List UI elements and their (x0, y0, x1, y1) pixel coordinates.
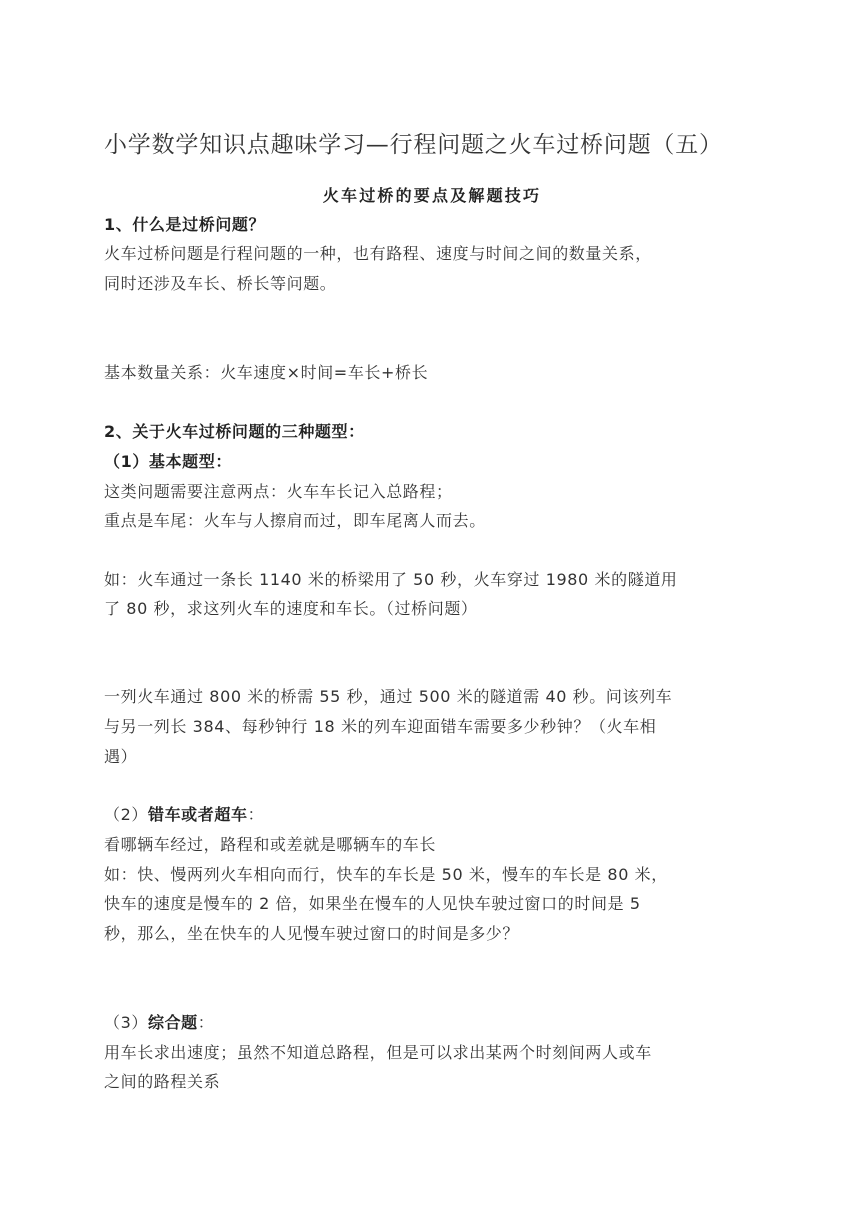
type2-heading-prefix: （2） (104, 805, 148, 824)
type3-heading (104, 1012, 764, 1034)
basic-relation-formula: 基本数量关系：火车速度×时间=车长+桥长 (104, 363, 429, 382)
page-title: 小学数学知识点趣味学习—行程问题之火车过桥问题（五） (104, 132, 723, 158)
example2-line3: 遇） (104, 747, 138, 766)
example1-line2: 了 80 秒，求这列火车的速度和车长。（过桥问题） (104, 599, 478, 618)
section2-heading: 2、关于火车过桥问题的三种题型： (104, 422, 365, 441)
type2-line1: 看哪辆车经过，路程和或差就是哪辆车的车长 (104, 835, 437, 854)
example1-line1: 如：火车通过一条长 1140 米的桥梁用了 50 秒，火车穿过 1980 米的隧道用 (104, 570, 678, 589)
type1-line1: 这类问题需要注意两点：火车车长记入总路程； (104, 482, 453, 501)
type3-line1: 用车长求出速度；虽然不知道总路程，但是可以求出某两个时刻间两人或车 (104, 1043, 652, 1062)
example2-line2: 与另一列长 384、每秒钟行 18 米的列车迎面错车需要多少秒钟？（火车相 (104, 717, 657, 736)
type2-example-line3: 秒，那么，坐在快车的人见慢车驶过窗口的时间是多少？ (104, 924, 520, 943)
type2-heading-suffix: ： (247, 805, 265, 824)
type3-line2: 之间的路程关系 (104, 1072, 221, 1091)
type2-heading-bold: 错车或者超车 (147, 805, 248, 824)
type1-heading: （1）基本题型： (104, 452, 232, 471)
type2-example-line1: 如：快、慢两列火车相向而行，快车的车长是 50 米，慢车的车长是 80 米， (104, 865, 668, 884)
type3-heading-bold: 综合题 (147, 1013, 198, 1032)
section1-heading: 1、什么是过桥问题？ (104, 215, 266, 234)
type3-heading-prefix: （3） (104, 1013, 148, 1032)
section1-paragraph-line2: 同时还涉及车长、桥长等问题。 (104, 274, 337, 293)
type3-heading-suffix: ： (197, 1013, 215, 1032)
section1-paragraph-line1: 火车过桥问题是行程问题的一种，也有路程、速度与时间之间的数量关系， (104, 244, 652, 263)
page-subtitle: 火车过桥的要点及解题技巧 (322, 186, 542, 205)
type1-line2: 重点是车尾：火车与人擦肩而过，即车尾离人而去。 (104, 511, 486, 530)
example2-line1: 一列火车通过 800 米的桥需 55 秒，通过 500 米的隧道需 40 秒。问该列车 (104, 687, 673, 706)
type2-example-line2: 快车的速度是慢车的 2 倍，如果坐在慢车的人见快车驶过窗口的时间是 5 (104, 894, 641, 913)
type2-heading (104, 804, 764, 826)
